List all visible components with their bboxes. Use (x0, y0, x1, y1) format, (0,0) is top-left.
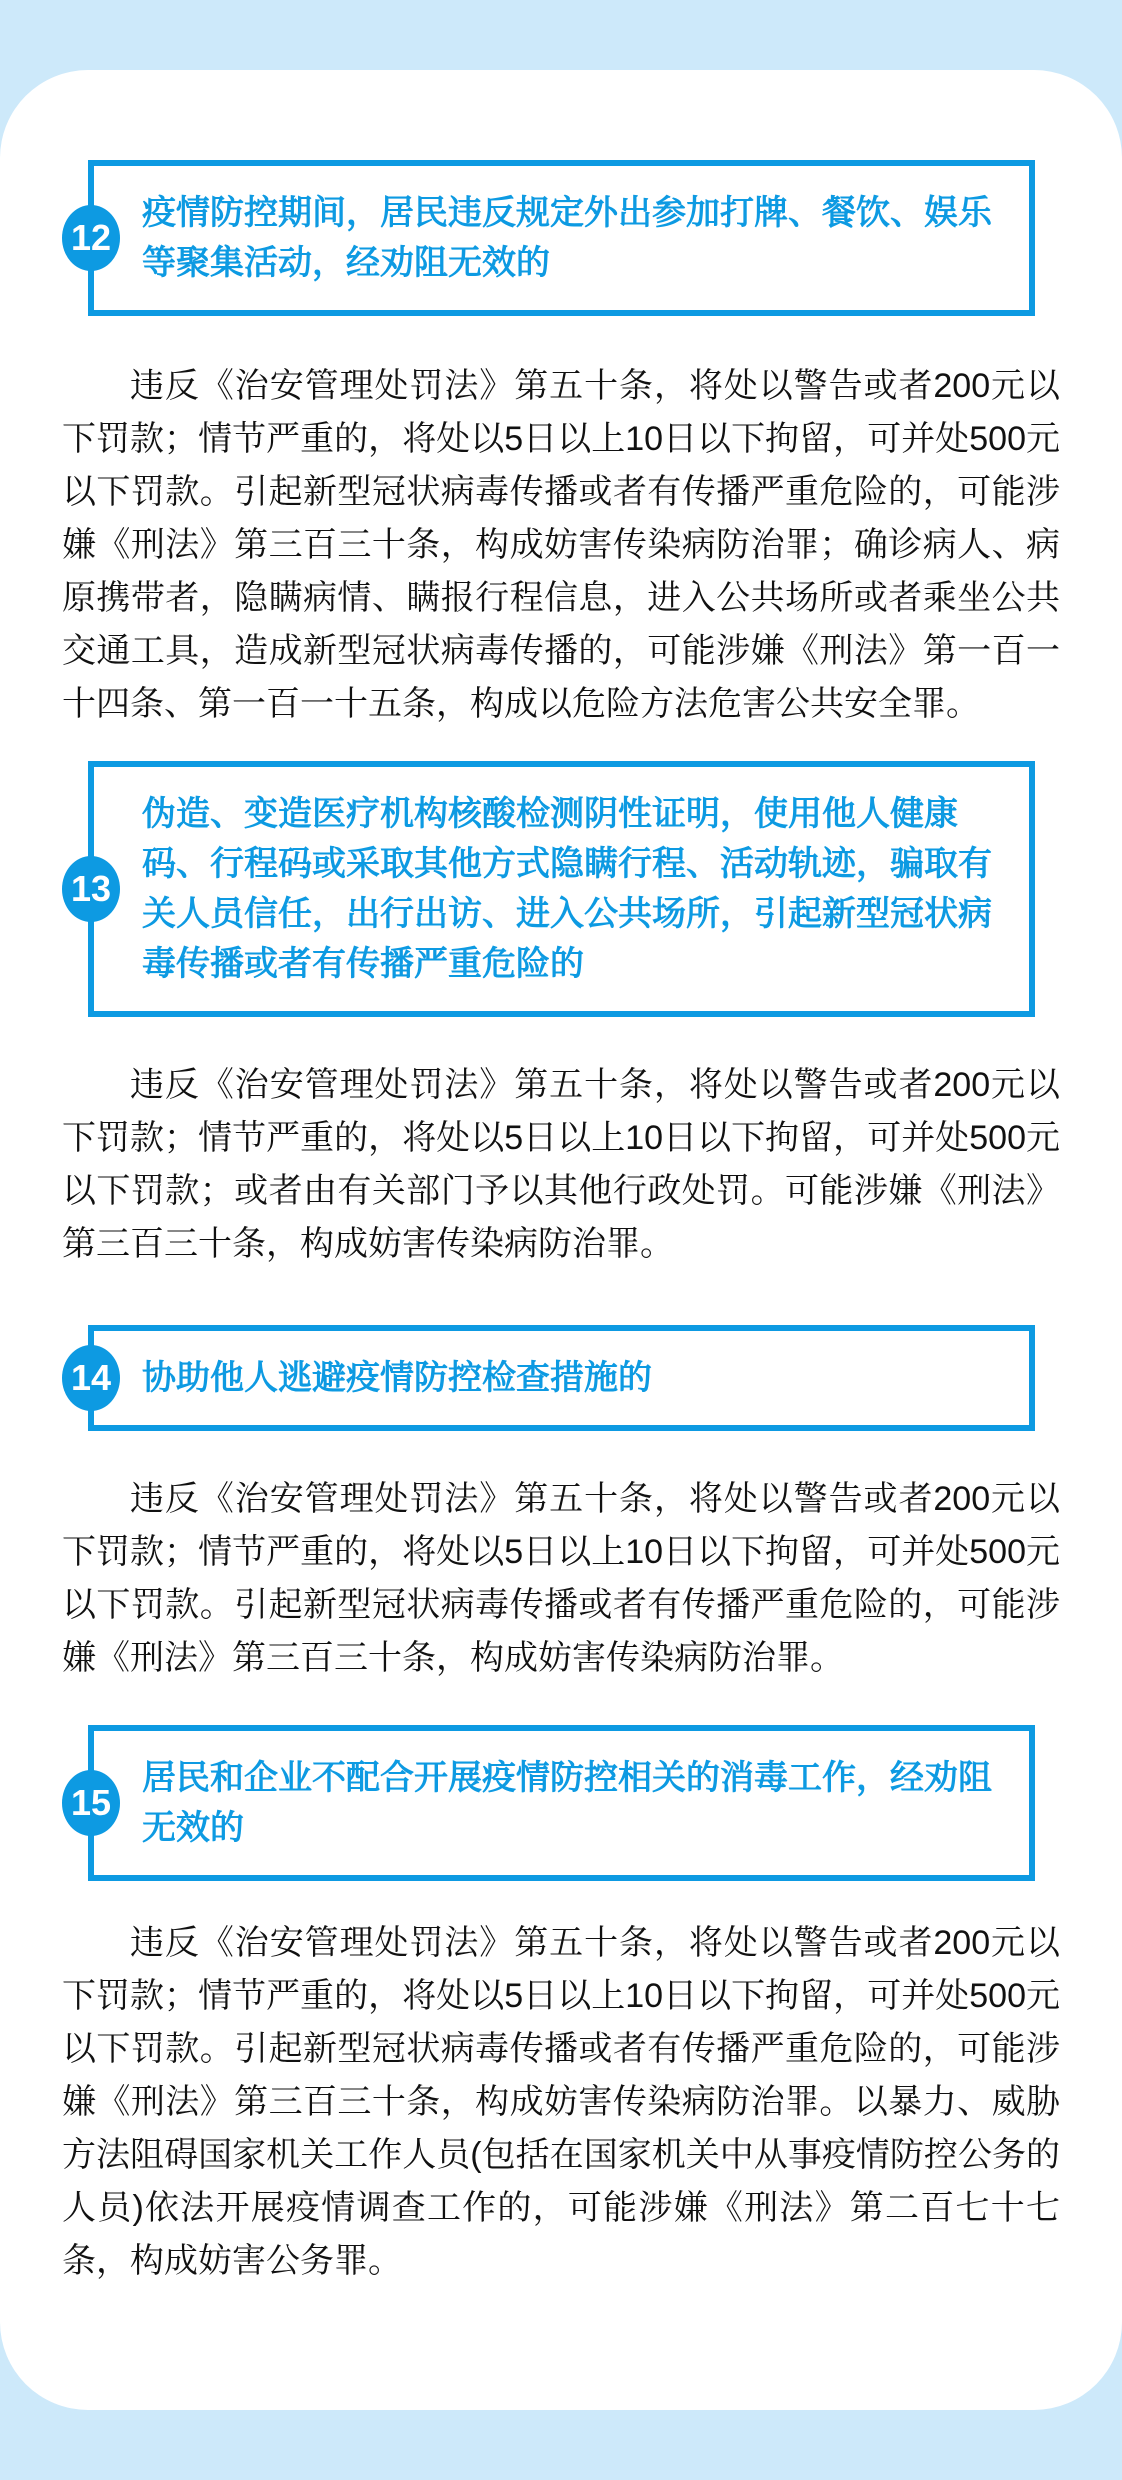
violation-title-13: 伪造、变造医疗机构核酸检测阴性证明，使用他人健康码、行程码或采取其他方式隐瞒行程、活动轨迹，骗取有关人员信任，出行出访、进入公共场所，引起新型冠状病毒传播或者有传播严重危险的 (142, 795, 992, 983)
item-number-badge-14: 14 (62, 1345, 120, 1411)
item-number-badge-12: 12 (62, 205, 120, 271)
violation-title-15: 居民和企业不配合开展疫情防控相关的消毒工作，经劝阻无效的 (142, 1759, 992, 1847)
violation-header-box-12 (70, 160, 1035, 316)
violation-header-box-13 (70, 761, 1035, 1017)
penalty-paragraph-14: 违反《治安管理处罚法》第五十条，将处以警告或者200元以下罚款；情节严重的，将处以5日以上10日以下拘留，可并处500元以下罚款。引起新型冠状病毒传播或者有传播严重危险的，可能涉嫌《刑法》第三百三十条，构成妨害传染病防治罪。 (62, 1480, 1060, 1677)
item-number-badge-15: 15 (62, 1770, 120, 1836)
penalty-paragraph-12: 违反《治安管理处罚法》第五十条，将处以警告或者200元以下罚款；情节严重的，将处以5日以上10日以下拘留，可并处500元以下罚款。引起新型冠状病毒传播或者有传播严重危险的，可能涉嫌《刑法》第三百三十条，构成妨害传染病防治罪；确诊病人、病原携带者，隐瞒病情、瞒报行程信息，进入公共场所或者乘坐公共交通工具，造成新型冠状病毒传播的，可能涉嫌《刑法》第一百一十四条、第一百一十五条，构成以危险方法危害公共安全罪。 (62, 367, 1060, 723)
penalty-paragraph-15: 违反《治安管理处罚法》第五十条，将处以警告或者200元以下罚款；情节严重的，将处以5日以上10日以下拘留，可并处500元以下罚款。引起新型冠状病毒传播或者有传播严重危险的，可能涉嫌《刑法》第三百三十条，构成妨害传染病防治罪。以暴力、威胁方法阻碍国家机关工作人员(包括在国家机关中从事疫情防控公务的人员)依法开展疫情调查工作的，可能涉嫌《刑法》第二百七十七条，构成妨害公务罪。 (62, 1924, 1060, 2280)
violation-title-14: 协助他人逃避疫情防控检查措施的 (142, 1359, 652, 1397)
violation-header-box-14 (70, 1325, 1035, 1431)
violation-item-13 (62, 761, 1060, 1271)
violation-title-12: 疫情防控期间，居民违反规定外出参加打牌、餐饮、娱乐等聚集活动，经劝阻无效的 (142, 194, 992, 282)
violation-item-12 (62, 160, 1060, 731)
content-card (0, 70, 1122, 2410)
item-number-badge-13: 13 (62, 856, 120, 922)
penalty-paragraph-13: 违反《治安管理处罚法》第五十条，将处以警告或者200元以下罚款；情节严重的，将处以5日以上10日以下拘留，可并处500元以下罚款；或者由有关部门予以其他行政处罚。可能涉嫌《刑法》第三百三十条，构成妨害传染病防治罪。 (62, 1066, 1060, 1263)
violation-item-14 (62, 1325, 1060, 1685)
violation-header-box-15 (70, 1725, 1035, 1881)
violation-item-15 (62, 1725, 1060, 2288)
page-background (0, 70, 1122, 2480)
